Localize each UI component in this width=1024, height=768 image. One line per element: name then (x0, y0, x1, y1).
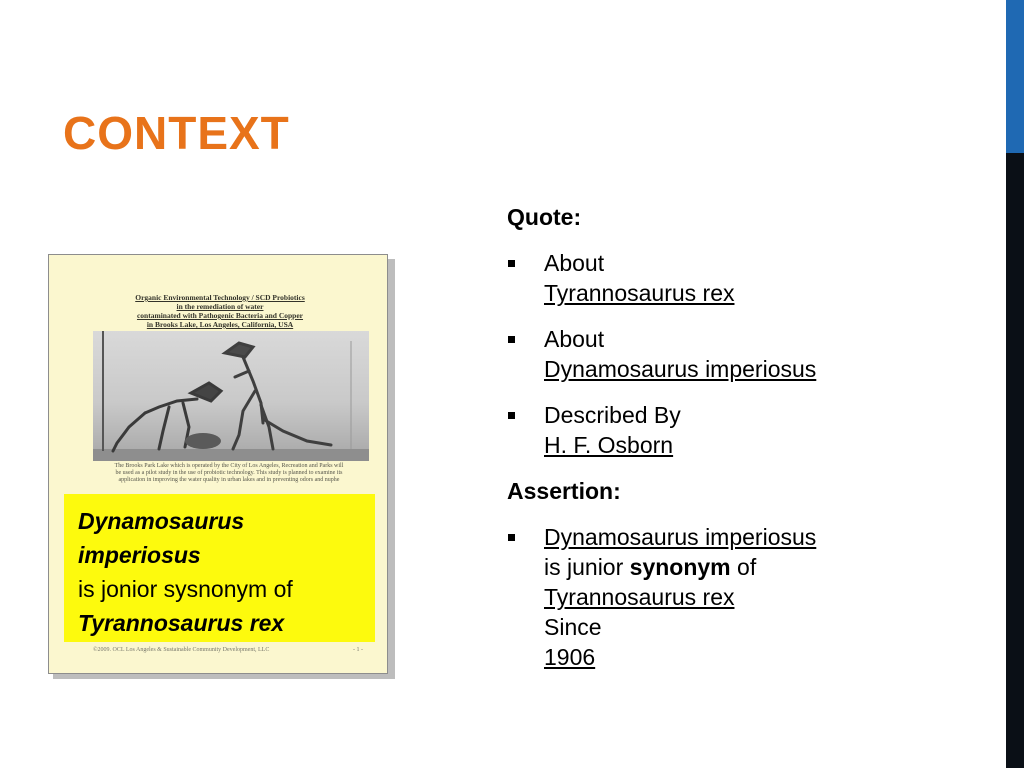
side-bar-dark (1006, 153, 1024, 768)
callout-species: imperiosus (78, 542, 201, 568)
assertion-subject-link[interactable]: Dynamosaurus imperiosus (544, 524, 817, 550)
list-item (507, 522, 997, 672)
quote-item-label: About (544, 250, 605, 276)
dynamosaurus-imperiosus-link[interactable]: Dynamosaurus imperiosus (544, 356, 817, 382)
assertion-object-link[interactable]: Tyrannosaurus rex (544, 584, 735, 610)
square-bullet-icon (508, 336, 515, 343)
callout-senior-name: Tyrannosaurus rex (78, 610, 285, 636)
document-heading (89, 293, 351, 329)
quote-list (507, 248, 997, 460)
since-label: Since (544, 614, 602, 640)
callout-genus: Dynamosaurus (78, 508, 245, 534)
document-heading-line: in the remediation of water (176, 302, 264, 311)
side-bar-accent (1006, 0, 1024, 153)
predicate-suffix: of (730, 554, 757, 580)
quote-item-label: About (544, 326, 605, 352)
document-footer-copyright: ©2009. OCL Los Angeles & Sustainable Community Development, LLC (93, 647, 270, 653)
callout-relation: is jonior sysnonym of (78, 576, 293, 602)
assertion-list (507, 522, 997, 672)
since-year-link[interactable]: 1906 (544, 644, 596, 670)
assertion-predicate (544, 552, 997, 582)
document-footer (93, 647, 363, 653)
predicate-bold: synonym (629, 554, 731, 580)
document-body-line: be used as a pilot study in the use of probiotic technology. This study is planned to examine its (115, 470, 343, 476)
quote-item-label: Described By (544, 402, 681, 428)
osborn-link[interactable]: H. F. Osborn (544, 432, 674, 458)
document-body-text (89, 463, 369, 484)
assertion-heading: Assertion: (507, 478, 621, 504)
list-item (507, 324, 997, 384)
square-bullet-icon (508, 412, 515, 419)
document-body-line: application in improving the water quality in urban lakes and in preventing odors and nuphe (118, 477, 340, 483)
list-item (507, 248, 997, 308)
dinosaur-skeleton-photo (93, 331, 369, 461)
document-body-line: The Brooks Park Lake which is operated by the City of Los Angeles, Recreation and Parks will (114, 463, 344, 469)
synonym-callout (64, 494, 375, 642)
document-heading-line: in Brooks Lake, Los Angeles, California, USA (146, 320, 294, 329)
slide-title: CONTEXT (63, 107, 290, 159)
document-heading-line: contaminated with Pathogenic Bacteria and Copper (136, 311, 304, 320)
predicate-prefix: is junior (544, 554, 630, 580)
document-footer-page: - 1 - (353, 647, 363, 653)
quote-heading: Quote: (507, 204, 582, 230)
square-bullet-icon (508, 260, 515, 267)
tyrannosaurus-rex-link[interactable]: Tyrannosaurus rex (544, 280, 735, 306)
dinosaur-skeleton-image (93, 331, 369, 461)
slide-content (507, 202, 997, 688)
list-item (507, 400, 997, 460)
document-heading-line: Organic Environmental Technology / SCD Probiotics (135, 293, 305, 302)
square-bullet-icon (508, 534, 515, 541)
